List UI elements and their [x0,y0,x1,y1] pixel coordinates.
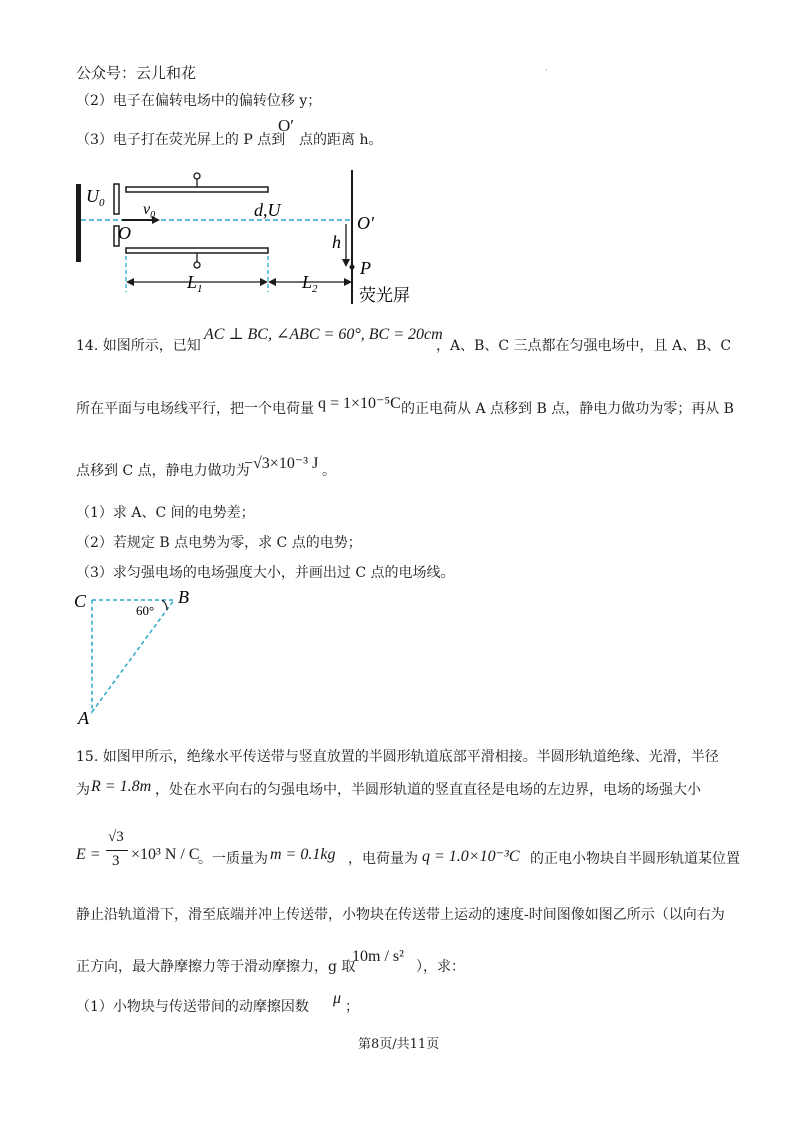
terminal-top [194,173,200,179]
q13-item2: （2）电子在偏转电场中的偏转位移 y； [76,93,322,109]
q14-line3-math: −√3×10⁻³ J [244,455,319,472]
deflection-plate-top [126,187,268,192]
q15-item1-b: ； [345,999,359,1015]
h-arrow [342,259,350,267]
svg-text:v0: $v_0$ [143,201,156,221]
deflection-plate-bottom [126,248,268,253]
terminal-bottom [194,262,200,268]
q15-line3-a: 。一质量为 [198,851,268,867]
svg-text:L2: $L_2$ [302,272,318,295]
stray-mark: · [545,66,548,75]
q13-item3-symbol: O′ [278,116,294,135]
q14-item3: （3）求匀强电场的电场强度大小，并画出过 C 点的电场线。 [76,565,455,581]
header-account: 公众号：云儿和花 [76,64,197,82]
q14-line3-a: 点移到 C 点，静电力做功为 [76,463,250,479]
q15-line3-c: 的正电小物块自半圆形轨道某位置 [530,851,740,867]
q15-line4: 静止沿轨道滑下，滑至底端并冲上传送带，小物块在传送带上运动的速度-时间图像如图乙所示（以向右为 [76,907,725,923]
triangle-diagram [70,588,200,728]
q15-line3-m: m = 0.1kg [270,846,336,863]
q15-line3-b: ，电荷量为 [348,851,418,867]
q15-e-denominator: 3 [112,853,120,869]
q14-line1-a: 14. 如图所示，已知 [76,338,201,354]
q15-line2-a: 为 [76,782,90,798]
label-du: d,U [254,200,281,220]
page-number: 第8页/共11页 [358,1037,440,1052]
q15-e-rest: ×10³ N / C [131,846,200,863]
label-b: B [178,588,189,607]
triangle-abc [92,600,174,712]
label-screen: 荧光屏 [359,286,410,305]
accelerating-plate-left [76,184,81,262]
q14-line1-math: AC ⊥ BC, ∠ABC = 60°, BC = 20cm [204,326,443,343]
label-a: A [78,708,89,728]
q15-item1-a: （1）小物块与传送带间的动摩擦因数 [76,999,309,1015]
q14-line3-b: 。 [322,463,336,479]
q14-line2-a: 所在平面与电场线平行，把一个电荷量 [76,401,314,417]
q15-e-symbol: E = [76,846,101,863]
q13-item3-b: 点的距离 h。 [299,132,383,148]
q14-item1: （1）求 A、C 间的电势差； [76,505,255,521]
label-o-prime: O′ [357,213,374,233]
q15-line2-math: R = 1.8m [91,778,152,795]
q15-line3-q: q = 1.0×10⁻³C [422,848,520,865]
q14-line1-b: ，A、B、C 三点都在匀强电场中，且 A、B、C [436,338,732,354]
point-p [350,265,355,270]
accelerating-plate-top [114,184,119,214]
q15-line5-a: 正方向，最大静摩擦力等于滑动摩擦力，g 取 [76,959,356,975]
svg-text:L1: $L_1$ [187,272,203,295]
svg-text:U0: $U_0$ [86,186,105,209]
q14-line2-math: q = 1×10⁻⁵C [318,395,401,412]
q15-item1-math: μ [333,990,342,1007]
q15-e-numerator: √3 [108,829,124,845]
q14-line2-b: 的正电荷从 A 点移到 B 点，静电力做功为零；再从 B [401,401,734,417]
q15-line1: 15. 如图甲所示，绝缘水平传送带与竖直放置的半圆形轨道底部平滑相接。半圆形轨道绝缘、光滑，半径 [76,749,719,765]
angle-arc [162,600,167,610]
q15-line5-b: ），求： [416,959,465,975]
label-c: C [74,591,87,611]
label-o: O [118,223,131,243]
label-angle: 60° [136,603,155,618]
q15-line2-b: ，处在水平向右的匀强电场中，半圆形轨道的竖直直径是电场的左边界，电场的场强大小 [155,782,701,798]
q13-item3-a: （3）电子打在荧光屏上的 P 点到 [76,132,286,148]
label-p: P [360,258,371,278]
fraction-bar [106,850,128,851]
q14-item2: （2）若规定 B 点电势为零，求 C 点的电势； [76,535,362,551]
deflection-diagram [70,168,460,308]
q15-line5-math: 10m / s² [352,948,404,965]
label-h: h [332,232,341,252]
